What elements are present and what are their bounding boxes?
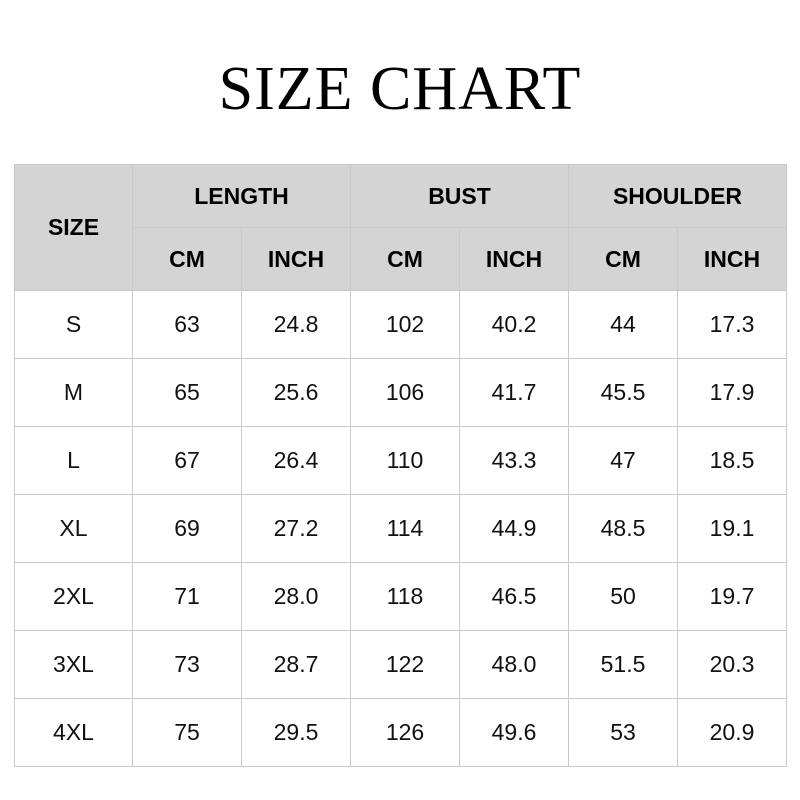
cell-length-cm: 63 (133, 291, 242, 359)
column-header-shoulder-cm: CM (569, 228, 678, 291)
cell-shoulder-inch: 17.3 (678, 291, 787, 359)
column-header-length-cm: CM (133, 228, 242, 291)
cell-length-inch: 27.2 (242, 495, 351, 563)
cell-bust-cm: 118 (351, 563, 460, 631)
cell-shoulder-inch: 18.5 (678, 427, 787, 495)
table-row (15, 291, 787, 359)
cell-bust-inch: 49.6 (460, 699, 569, 767)
cell-length-inch: 25.6 (242, 359, 351, 427)
cell-bust-inch: 48.0 (460, 631, 569, 699)
column-header-shoulder-inch: INCH (678, 228, 787, 291)
page-title: SIZE CHART (218, 55, 582, 123)
cell-size: XL (15, 495, 133, 563)
cell-shoulder-cm: 51.5 (569, 631, 678, 699)
size-chart-container (14, 164, 786, 767)
cell-size: M (15, 359, 133, 427)
cell-bust-cm: 102 (351, 291, 460, 359)
column-header-shoulder: SHOULDER (569, 165, 787, 228)
cell-bust-cm: 126 (351, 699, 460, 767)
cell-shoulder-cm: 45.5 (569, 359, 678, 427)
cell-shoulder-inch: 19.7 (678, 563, 787, 631)
cell-bust-cm: 106 (351, 359, 460, 427)
table-row (15, 631, 787, 699)
table-row (15, 427, 787, 495)
column-header-bust-cm: CM (351, 228, 460, 291)
cell-shoulder-cm: 47 (569, 427, 678, 495)
cell-size: 4XL (15, 699, 133, 767)
cell-size: 2XL (15, 563, 133, 631)
table-row (15, 563, 787, 631)
cell-bust-inch: 44.9 (460, 495, 569, 563)
column-header-length-inch: INCH (242, 228, 351, 291)
cell-size: L (15, 427, 133, 495)
cell-bust-cm: 122 (351, 631, 460, 699)
cell-shoulder-inch: 17.9 (678, 359, 787, 427)
table-group-header-row (15, 165, 787, 228)
cell-shoulder-cm: 44 (569, 291, 678, 359)
table-row (15, 495, 787, 563)
cell-bust-inch: 40.2 (460, 291, 569, 359)
cell-shoulder-inch: 20.9 (678, 699, 787, 767)
cell-length-cm: 69 (133, 495, 242, 563)
cell-shoulder-cm: 53 (569, 699, 678, 767)
cell-length-inch: 29.5 (242, 699, 351, 767)
table-row (15, 699, 787, 767)
cell-length-cm: 75 (133, 699, 242, 767)
cell-length-cm: 71 (133, 563, 242, 631)
cell-size: 3XL (15, 631, 133, 699)
column-header-bust-inch: INCH (460, 228, 569, 291)
cell-bust-inch: 43.3 (460, 427, 569, 495)
size-chart-table (14, 164, 787, 767)
cell-length-cm: 73 (133, 631, 242, 699)
column-header-bust: BUST (351, 165, 569, 228)
cell-bust-cm: 110 (351, 427, 460, 495)
cell-shoulder-inch: 19.1 (678, 495, 787, 563)
column-header-size: SIZE (15, 165, 133, 291)
table-head (15, 165, 787, 291)
cell-shoulder-cm: 48.5 (569, 495, 678, 563)
cell-bust-inch: 41.7 (460, 359, 569, 427)
table-body (15, 291, 787, 767)
cell-length-cm: 65 (133, 359, 242, 427)
cell-bust-cm: 114 (351, 495, 460, 563)
cell-shoulder-inch: 20.3 (678, 631, 787, 699)
cell-length-cm: 67 (133, 427, 242, 495)
cell-length-inch: 28.0 (242, 563, 351, 631)
cell-length-inch: 24.8 (242, 291, 351, 359)
cell-length-inch: 28.7 (242, 631, 351, 699)
cell-bust-inch: 46.5 (460, 563, 569, 631)
table-row (15, 359, 787, 427)
cell-size: S (15, 291, 133, 359)
column-header-length: LENGTH (133, 165, 351, 228)
cell-length-inch: 26.4 (242, 427, 351, 495)
cell-shoulder-cm: 50 (569, 563, 678, 631)
